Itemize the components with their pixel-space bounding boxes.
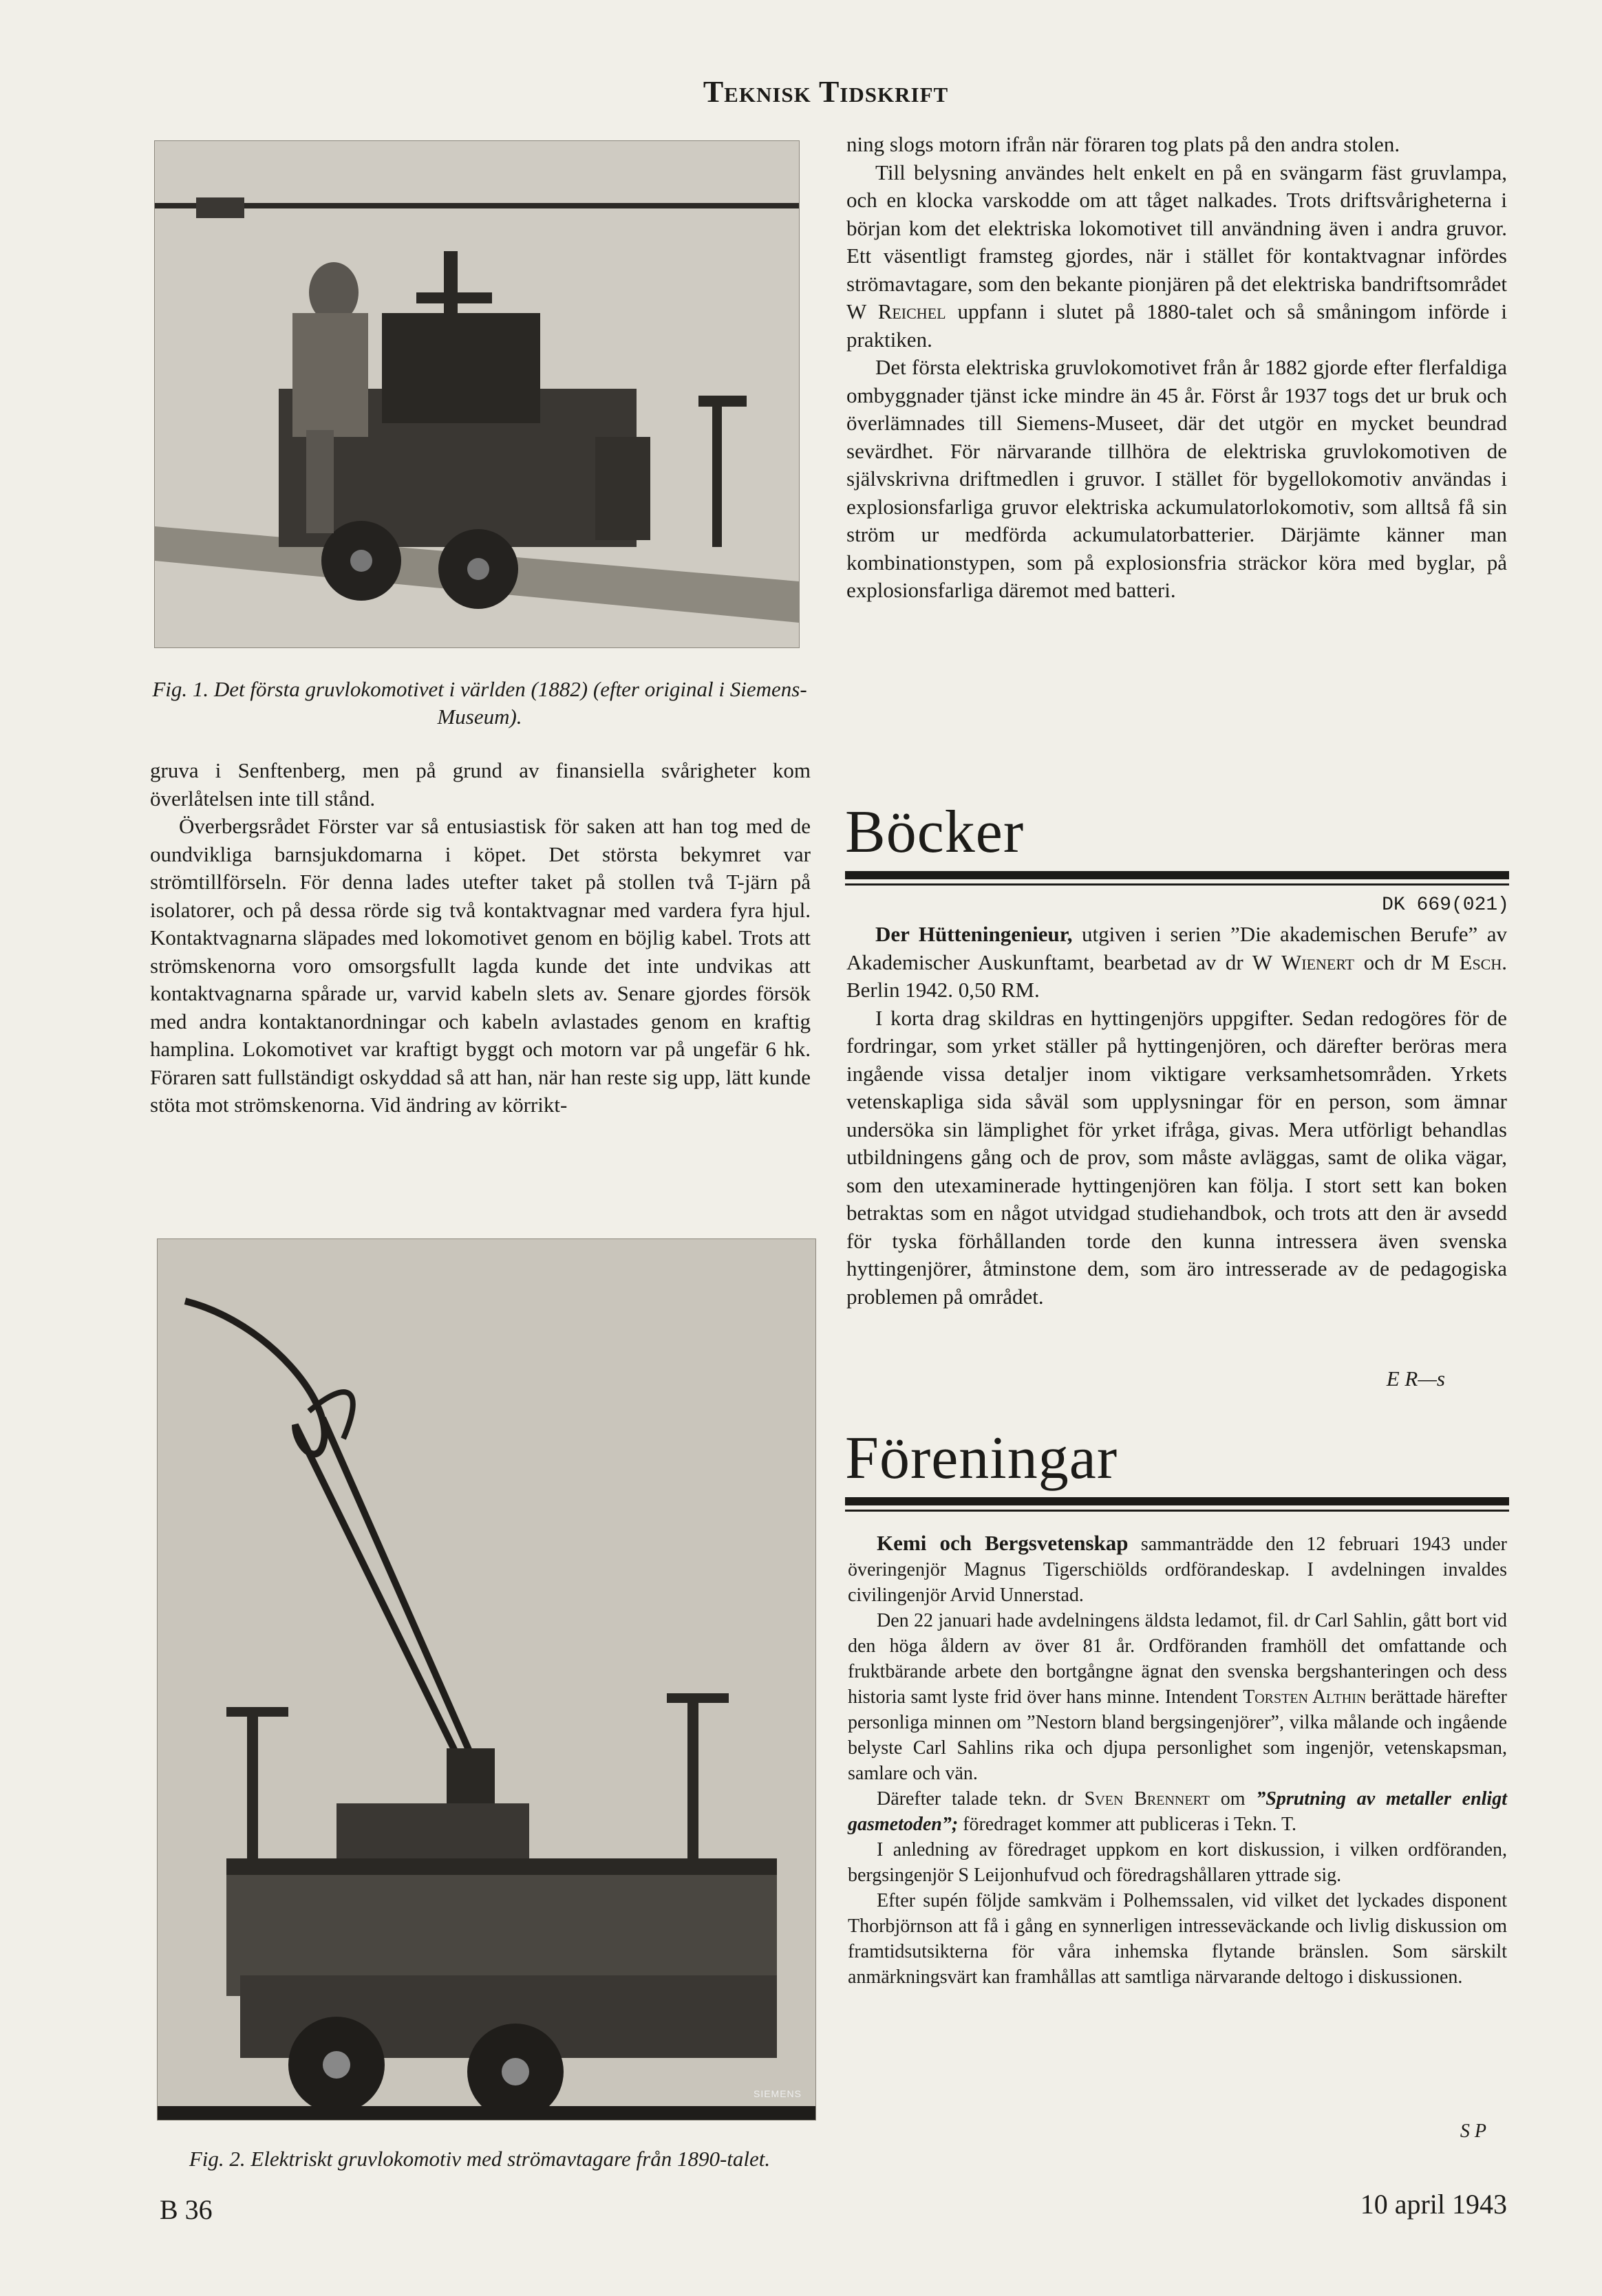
societies-signature: S P <box>1460 2121 1486 2142</box>
page-number: B 36 <box>160 2194 213 2225</box>
societies-paragraph-4: I anledning av föredraget uppkom en kort diskussion, i vilken ordföranden, bergsingenjör S Leijonhufvud och föredragshållaren yttrade sig. <box>848 1839 1507 1886</box>
left-column <box>150 757 811 1119</box>
societies-rule-thick <box>845 1497 1509 1505</box>
societies-paragraph-3: Därefter talade tekn. dr Sven Brennert om ”Sprutning av metaller enligt gasmetoden”; föredraget kommer att publiceras i Tekn. T. <box>848 1788 1507 1835</box>
issue-date: 10 april 1943 <box>1360 2189 1507 2220</box>
societies-rule-thin <box>845 1510 1509 1512</box>
right-paragraph-1: ning slogs motorn ifrån när föraren tog plats på den andra stolen. <box>846 132 1400 156</box>
books-rule-thin <box>845 883 1509 886</box>
right-column-top <box>846 131 1507 605</box>
societies-paragraph-5: Efter supén följde samkväm i Polhemssalen, vid vilket det lyckades disponent Thorbjörnson att få i gång en synnerligen intresseväckande och livlig diskussion om framtidsutsikterna för våra inhemska flytande bränslen. Som särskilt anmärkningsvärt kan framhållas att samtliga närvarande deltogo i diskussionen. <box>848 1890 1507 1988</box>
societies-paragraph-2: Den 22 januari hade avdelningens äldsta ledamot, fil. dr Carl Sahlin, gått bort vid den höga åldern av över 81 år. Ordföranden framhöll det omfattande och fruktbärande arbete den bortgångne ägnat den svenska bergshanteringen och dess historia samt lyste frid över hans minne. Intendent Torsten Althin berättade härefter personliga minnen om ”Nestorn bland bergsingenjörer”, vilka målande och ingående belyste Carl Sahlins rika och djupa personlighet som ingenjör, vetenskapsman, samlare och vän. <box>848 1610 1508 1784</box>
right-paragraph-3: Det första elektriska gruvlokomotivet från år 1882 gjorde efter flerfaldiga ombyggnader tjänst icke mindre än 45 år. Först år 1937 togs det ur bruk och överlämnades till Siemens-Museet, där det utgör en mycket beundrad sevärdhet. För närvarande tillhöra de elektriska gruvlokomotiven de självskrivna driftmedlen i gruvor. I stället för bygellokomotiv användas i explosionsfarliga gruvor elektriska ackumulatorlokomotiv, som alltså få sin ström ur medförda ackumulatorbatterier. Därjämte känner man kombinationstypen, som på explosionsfria sträckor köra med byglar, på explosionsfarliga däremot med batteri. <box>846 355 1507 602</box>
figure-1-caption: Fig. 1. Det första gruvlokomotivet i världen (1882) (efter original i Siemens-Museum). <box>152 677 807 729</box>
books-section-title: Böcker <box>845 799 1025 866</box>
siemens-stamp: SIEMENS <box>753 2088 802 2099</box>
societies-paragraph-1: Kemi och Bergsvetenskap sammanträdde den 12 februari 1943 under överingenjör Magnus Tigerschiölds ordförandeskap. I avdelningen invaldes civilingenjör Arvid Unnerstad. <box>848 1531 1507 1606</box>
figure-2-caption: Fig. 2. Elektriskt gruvlokomotiv med strömavtagare från 1890-talet. <box>189 2147 771 2171</box>
societies-content <box>848 1530 1507 1990</box>
figure-1-photo <box>154 140 800 648</box>
left-paragraph-2: Överbergsrådet Förster var så entusiastisk för saken att han tog med de oundvikliga barnsjukdomarna i köpet. Det största bekymret var strömtillförseln. För denna lades utefter taket på stollen två T-järn på isolatorer, och på dessa rörde sig två kontaktvagnar med vardera fyra hjul. Kontaktvagnarna släpades med lokomotivet genom en böjlig kabel. Trots att strömskenorna voro omsorgsfullt lagda kunde det inte undvikas att kontaktvagnarna spårade ur, varvid kabeln slets av. Senare gjordes försök med andra kontaktanordningar och kabeln avlastades genom en kraftig hamplina. Lokomotivet var kraftigt byggt och motorn var på ungefär 6 hk. Föraren satt fullständigt oskyddad så att han, när han reste sig upp, lätt kunde stöta mot strömskenorna. Vid ändring av körrikt- <box>150 814 811 1117</box>
books-dk-code: DK 669(021) <box>1382 894 1509 916</box>
books-signature: E R—s <box>1386 1366 1445 1391</box>
books-paragraph-1: Der Hütteningenieur, utgiven i serien ”Die akademischen Berufe” av Akademischer Auskunftamt, bearbetad av dr W Wienert och dr M Esch. Berlin 1942. 0,50 RM. <box>846 922 1507 1002</box>
books-paragraph-2: I korta drag skildras en hyttingenjörs uppgifter. Sedan redogöres för de fordringar, som yrket ställer på hyttingenjören, och därefter beröras mera ingående vissa detaljer inom viktigare verksamhetsområden. Yrkets vetenskapliga sida såväl som upplysningar för en person, som ämnar undersöka sin lämplighet för yrket ifråga, givas. Mera utförligt behandlas utbildningens gång och de prov, som måste avläggas, samt de olika vägar, som den utexaminerade hyttingenjören kan följa. I stort sett kan boken betraktas som en något utvidgad studiehandbok, och trots att den är avsedd för tyska förhållanden torde den kunna intressera även svenska hyttingenjörer, åtminstone dem, som äro intresserade av de pedagogiska problemen på området. <box>846 1005 1507 1309</box>
left-paragraph-1: gruva i Senftenberg, men på grund av finansiella svårigheter kom överlåtelsen inte till stånd. <box>150 758 811 811</box>
journal-header: Teknisk Tidskrift <box>703 75 949 109</box>
books-rule-thick <box>845 871 1509 879</box>
figure-2-photo <box>157 1238 816 2121</box>
societies-section-title: Föreningar <box>845 1425 1118 1492</box>
books-content <box>846 921 1507 1311</box>
right-paragraph-2: Till belysning användes helt enkelt en på en svängarm fäst gruvlampa, och en klocka varskodde om att tåget nalkades. Trots driftsvårigheterna i början kom det elektriska lokomotivet till användning även i andra gruvor. Ett väsentligt framsteg gjordes, när i stället för kontaktvagnar infördes strömavtagare, som den bekante pionjären på det elektriska bandriftsområdet W Reichel uppfann i slutet på 1880-talet och så småningom införde i praktiken. <box>846 160 1508 352</box>
